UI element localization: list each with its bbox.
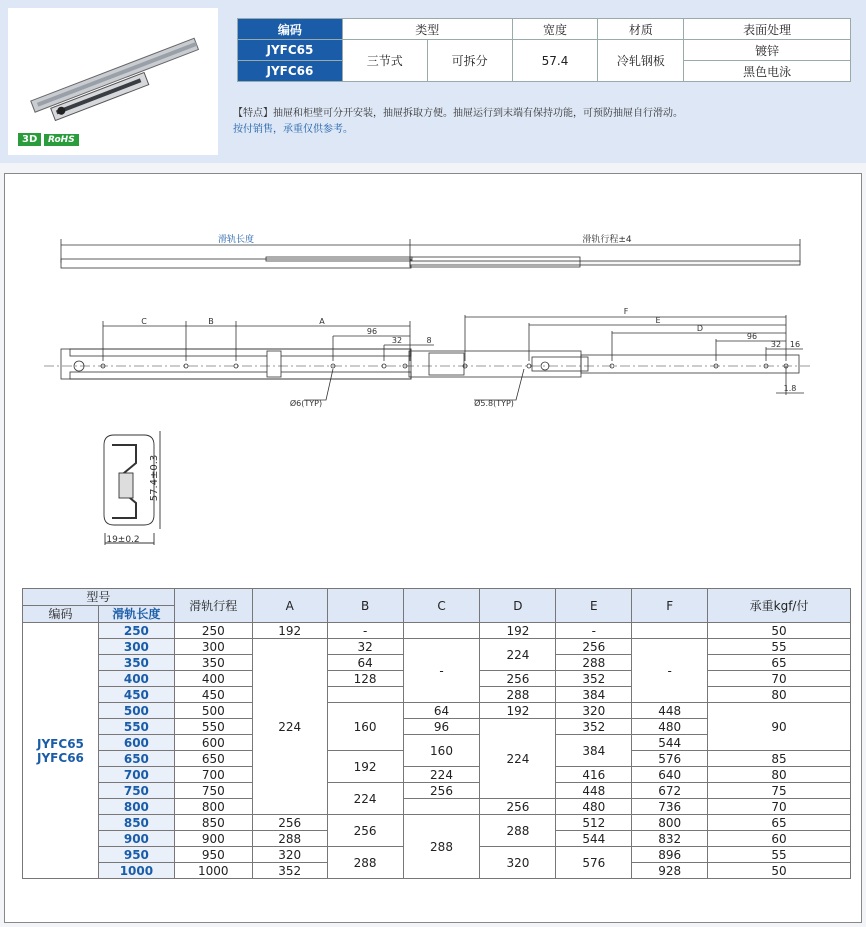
row-len: 950 bbox=[98, 847, 174, 863]
cell-f: 928 bbox=[632, 863, 708, 879]
row-travel: 450 bbox=[174, 687, 252, 703]
th-travel: 滑轨行程 bbox=[174, 589, 252, 623]
th-f: F bbox=[632, 589, 708, 623]
cell-d: 320 bbox=[480, 847, 556, 879]
row-travel: 950 bbox=[174, 847, 252, 863]
label-travel: 滑轨行程±4 bbox=[582, 235, 632, 245]
spec-finish-1: 镀锌 bbox=[684, 40, 851, 61]
row-len: 500 bbox=[98, 703, 174, 719]
cell-f: 640 bbox=[632, 767, 708, 783]
cell-c: 256 bbox=[403, 783, 480, 799]
dim-16: 16 bbox=[789, 340, 801, 349]
cell-e: 384 bbox=[556, 735, 632, 767]
cell-e: 576 bbox=[556, 847, 632, 879]
cell-a: 256 bbox=[252, 815, 327, 831]
cell-e: 288 bbox=[556, 655, 632, 671]
cell-b bbox=[327, 687, 403, 703]
cell-d: 192 bbox=[480, 623, 556, 639]
cell-e: - bbox=[556, 623, 632, 639]
row-len: 1000 bbox=[98, 863, 174, 879]
dim-a: A bbox=[319, 317, 325, 326]
cell-load: 65 bbox=[708, 815, 851, 831]
hole-5-8: Ø5.8(TYP) bbox=[474, 399, 514, 408]
cell-f: 544 bbox=[632, 735, 708, 751]
row-len: 850 bbox=[98, 815, 174, 831]
row-travel: 650 bbox=[174, 751, 252, 767]
th-e: E bbox=[556, 589, 632, 623]
badge-rohs: RoHS bbox=[44, 134, 79, 146]
cell-e: 352 bbox=[556, 671, 632, 687]
dim-d: D bbox=[696, 324, 704, 333]
feature-note bbox=[233, 106, 683, 138]
row-len: 750 bbox=[98, 783, 174, 799]
cell-a: 224 bbox=[252, 639, 327, 815]
cell-b: 224 bbox=[327, 783, 403, 815]
row-travel: 900 bbox=[174, 831, 252, 847]
cell-f: 832 bbox=[632, 831, 708, 847]
cell-load: 65 bbox=[708, 655, 851, 671]
dim-c: C bbox=[141, 317, 147, 326]
cell-e: 512 bbox=[556, 815, 632, 831]
cell-d: 224 bbox=[480, 719, 556, 799]
cell-f: 736 bbox=[632, 799, 708, 815]
cell-c: 160 bbox=[403, 735, 480, 767]
cell-c: 64 bbox=[403, 703, 480, 719]
cell-d: 256 bbox=[480, 799, 556, 815]
cell-e: 320 bbox=[556, 703, 632, 719]
row-travel: 1000 bbox=[174, 863, 252, 879]
cell-c bbox=[403, 799, 480, 815]
cell-a: 288 bbox=[252, 831, 327, 847]
row-len: 350 bbox=[98, 655, 174, 671]
top-view bbox=[61, 239, 800, 268]
cell-f: 672 bbox=[632, 783, 708, 799]
cell-b: 64 bbox=[327, 655, 403, 671]
cell-load: 80 bbox=[708, 767, 851, 783]
cell-c bbox=[403, 623, 480, 639]
cell-a: 352 bbox=[252, 863, 327, 879]
dimension-table bbox=[22, 588, 851, 879]
cell-load: 80 bbox=[708, 687, 851, 703]
cell-e: 384 bbox=[556, 687, 632, 703]
cell-load: 60 bbox=[708, 831, 851, 847]
row-travel: 600 bbox=[174, 735, 252, 751]
row-travel: 500 bbox=[174, 703, 252, 719]
cell-f: 896 bbox=[632, 847, 708, 863]
cell-f: 480 bbox=[632, 719, 708, 735]
th-load: 承重kgf/付 bbox=[708, 589, 851, 623]
feature-line-1: 【特点】抽屉和柜壁可分开安装，抽屉拆取方便。抽屉运行到末端有保持功能，可预防抽屉自行滑动。 bbox=[233, 108, 683, 119]
cell-f: - bbox=[632, 639, 708, 703]
dim-height: 57.4±0.3 bbox=[149, 454, 160, 502]
row-travel: 250 bbox=[174, 623, 252, 639]
th-length: 滑轨长度 bbox=[98, 606, 174, 623]
cell-c: - bbox=[403, 639, 480, 703]
spec-header-type: 类型 bbox=[342, 19, 512, 40]
cell-load: 90 bbox=[708, 703, 851, 751]
th-d: D bbox=[480, 589, 556, 623]
model-codes: JYFC65 JYFC66 bbox=[23, 623, 99, 879]
cell-a: 192 bbox=[252, 623, 327, 639]
spec-header-finish: 表面处理 bbox=[684, 19, 851, 40]
spec-finish-2: 黑色电泳 bbox=[684, 61, 851, 82]
row-travel: 350 bbox=[174, 655, 252, 671]
th-c: C bbox=[403, 589, 480, 623]
cell-b: 192 bbox=[327, 751, 403, 783]
cell-d: 288 bbox=[480, 687, 556, 703]
cell-load: 55 bbox=[708, 847, 851, 863]
cell-load: 85 bbox=[708, 751, 851, 767]
cell-load: 75 bbox=[708, 783, 851, 799]
row-travel: 700 bbox=[174, 767, 252, 783]
row-len: 300 bbox=[98, 639, 174, 655]
dim-thickness: 19±0.2 bbox=[106, 535, 140, 545]
spec-code-1: JYFC65 bbox=[238, 40, 343, 61]
th-model: 型号 bbox=[23, 589, 175, 606]
spec-type-1: 三节式 bbox=[342, 40, 427, 82]
cell-b: 288 bbox=[327, 847, 403, 879]
row-travel: 400 bbox=[174, 671, 252, 687]
product-image bbox=[8, 8, 218, 155]
feature-line-2: 按付销售，承重仅供参考。 bbox=[233, 124, 353, 135]
cell-e: 256 bbox=[556, 639, 632, 655]
cell-d: 256 bbox=[480, 671, 556, 687]
cell-load: 50 bbox=[708, 863, 851, 879]
cell-b: 256 bbox=[327, 815, 403, 847]
spec-header-width: 宽度 bbox=[512, 19, 598, 40]
cell-load: 70 bbox=[708, 799, 851, 815]
dim-8: 8 bbox=[426, 336, 432, 345]
cell-e: 544 bbox=[556, 831, 632, 847]
side-view bbox=[44, 315, 810, 400]
dim-b: B bbox=[208, 317, 214, 326]
cell-e: 416 bbox=[556, 767, 632, 783]
cell-d: 192 bbox=[480, 703, 556, 719]
dim-f: F bbox=[623, 307, 629, 316]
cell-c: 288 bbox=[403, 815, 480, 879]
dim-32b: 32 bbox=[770, 340, 782, 349]
row-len: 600 bbox=[98, 735, 174, 751]
row-travel: 750 bbox=[174, 783, 252, 799]
spec-header-code: 编码 bbox=[238, 19, 343, 40]
cell-load: 55 bbox=[708, 639, 851, 655]
row-len: 250 bbox=[98, 623, 174, 639]
row-len: 800 bbox=[98, 799, 174, 815]
row-travel: 300 bbox=[174, 639, 252, 655]
spec-header-material: 材质 bbox=[598, 19, 684, 40]
cell-f: 448 bbox=[632, 703, 708, 719]
cell-c: 224 bbox=[403, 767, 480, 783]
row-len: 900 bbox=[98, 831, 174, 847]
spec-type-2: 可拆分 bbox=[427, 40, 512, 82]
cell-b: 32 bbox=[327, 639, 403, 655]
cell-b: 128 bbox=[327, 671, 403, 687]
hole-6: Ø6(TYP) bbox=[289, 399, 323, 408]
technical-drawing bbox=[4, 173, 860, 585]
cell-e: 448 bbox=[556, 783, 632, 799]
dim-32: 32 bbox=[391, 336, 403, 345]
dim-96b: 96 bbox=[746, 332, 758, 341]
row-len: 450 bbox=[98, 687, 174, 703]
row-travel: 800 bbox=[174, 799, 252, 815]
cell-load: 50 bbox=[708, 623, 851, 639]
dim-e: E bbox=[655, 316, 661, 325]
dim-1-8: 1.8 bbox=[783, 384, 797, 393]
cell-f bbox=[632, 623, 708, 639]
cell-c: 96 bbox=[403, 719, 480, 735]
th-code: 编码 bbox=[23, 606, 99, 623]
spec-width: 57.4 bbox=[512, 40, 598, 82]
th-b: B bbox=[327, 589, 403, 623]
cell-d: 288 bbox=[480, 815, 556, 847]
row-travel: 550 bbox=[174, 719, 252, 735]
cell-b: - bbox=[327, 623, 403, 639]
cell-f: 800 bbox=[632, 815, 708, 831]
spec-material: 冷轧钢板 bbox=[598, 40, 684, 82]
spec-table bbox=[237, 18, 851, 82]
row-travel: 850 bbox=[174, 815, 252, 831]
cell-d: 224 bbox=[480, 639, 556, 671]
cell-a: 320 bbox=[252, 847, 327, 863]
row-len: 700 bbox=[98, 767, 174, 783]
cell-b: 160 bbox=[327, 703, 403, 751]
cell-load: 70 bbox=[708, 671, 851, 687]
cell-e: 352 bbox=[556, 719, 632, 735]
cell-e: 480 bbox=[556, 799, 632, 815]
row-len: 400 bbox=[98, 671, 174, 687]
spec-code-2: JYFC66 bbox=[238, 61, 343, 82]
row-len: 550 bbox=[98, 719, 174, 735]
dim-96: 96 bbox=[366, 327, 378, 336]
th-a: A bbox=[252, 589, 327, 623]
row-len: 650 bbox=[98, 751, 174, 767]
badge-3d: 3D bbox=[18, 133, 41, 146]
cell-f: 576 bbox=[632, 751, 708, 767]
label-rail-length: 滑轨长度 bbox=[217, 235, 255, 245]
